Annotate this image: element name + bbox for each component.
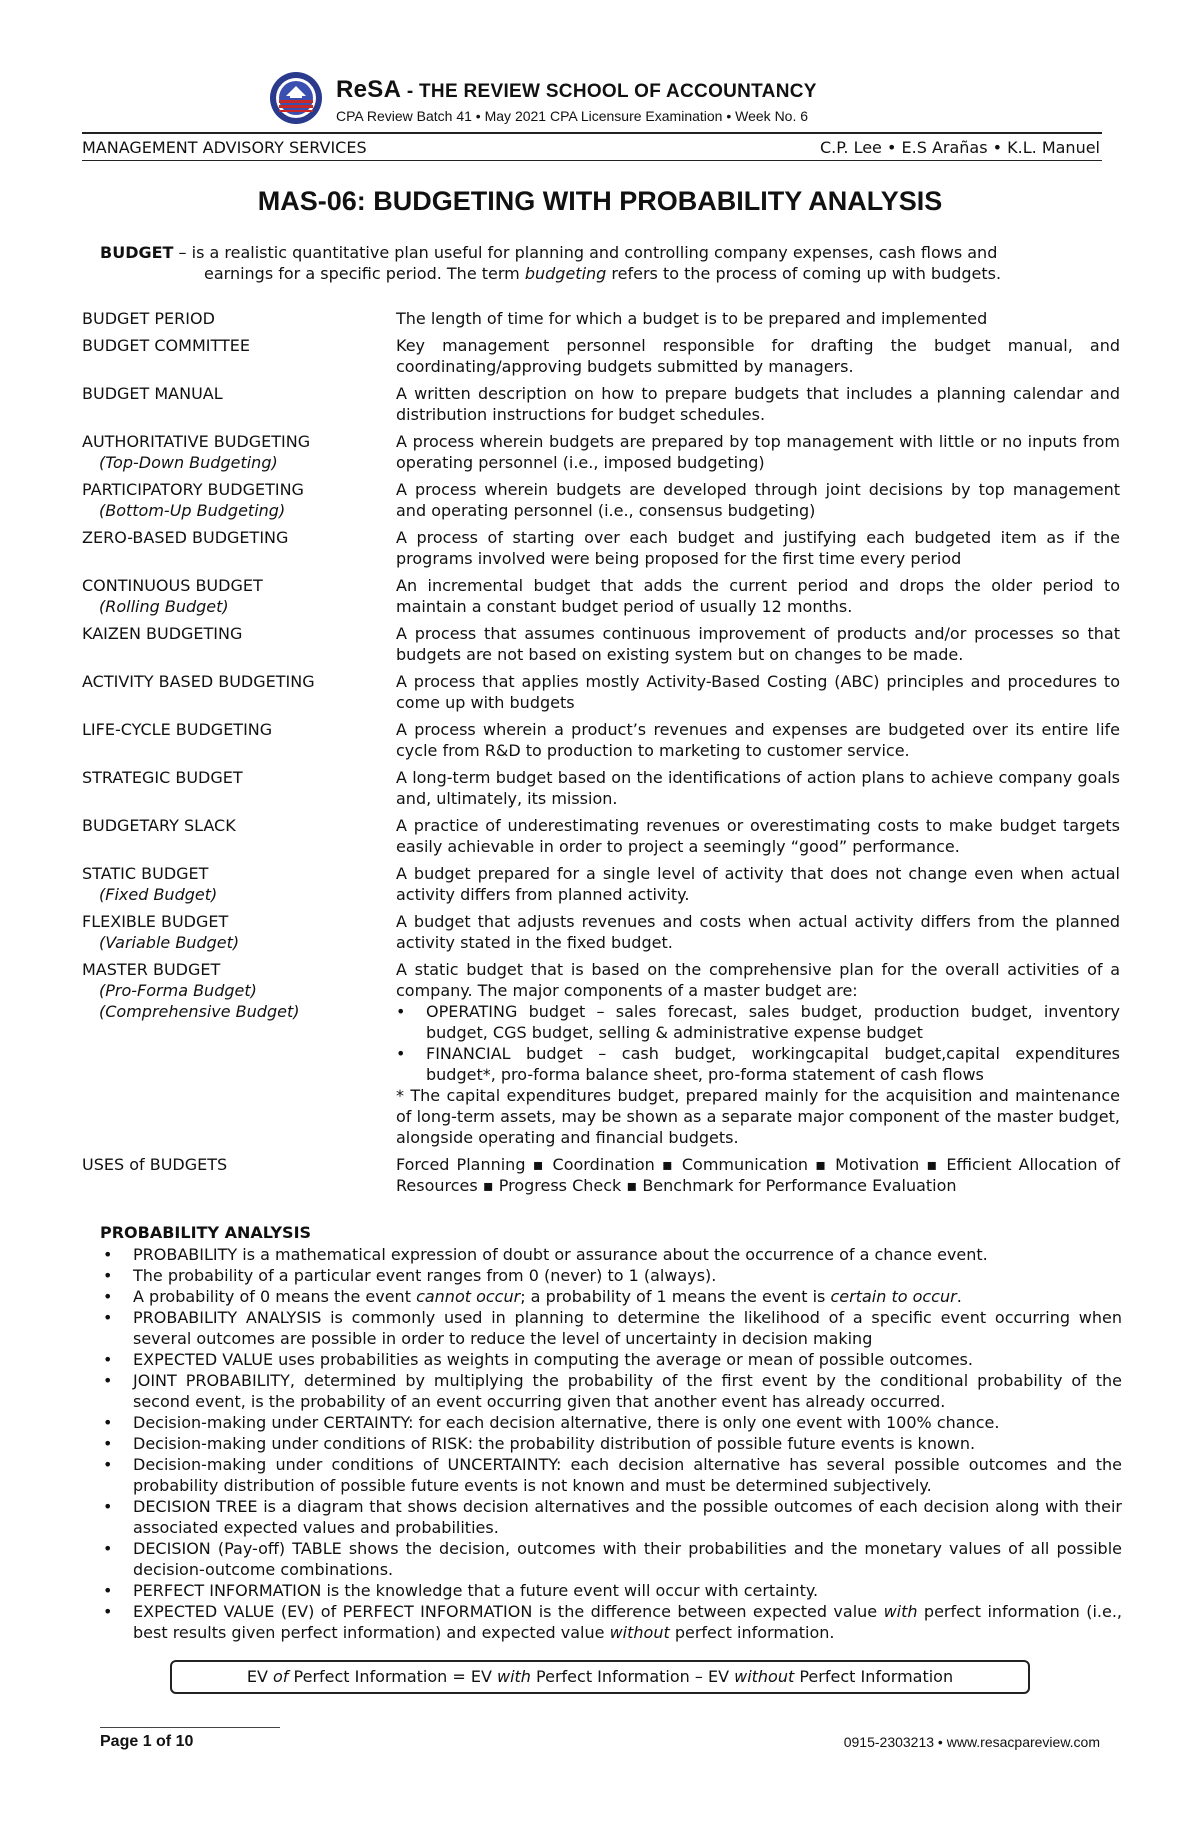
definition-row [82,767,1122,809]
document-title: MAS-06: BUDGETING WITH PROBABILITY ANALYSIS [257,186,943,216]
definition-row [82,623,1122,665]
list-item: • PROBABILITY ANALYSIS is commonly used in planning to determine the likelihood of a specific event occurring when several outcomes are possible in order to reduce the level of uncertainty in decision making [100,1307,1122,1349]
definition-row [82,527,1122,569]
definition-description: A long-term budget based on the identifications of action plans to achieve company goals and, ultimately, its mission. [396,768,1120,808]
list-item: • Decision-making under conditions of UNCERTAINTY: each decision alternative has several possible outcomes and the probability distribution of possible future events is not known and must be determined subjectively. [100,1454,1122,1496]
master-budget-components [396,1001,1120,1085]
definition-description: The length of time for which a budget is to be prepared and implemented [396,309,988,328]
header-divider [82,132,1102,134]
section-heading: PROBABILITY ANALYSIS [100,1223,312,1242]
definition-row [82,431,1122,473]
definition-alt-term: (Fixed Budget) [99,885,218,904]
evpi-formula-box: EV of Perfect Information = EV with Perfect Information – EV without Perfect Information [170,1660,1030,1694]
definition-term: STRATEGIC BUDGET [82,768,243,787]
definition-description: A process wherein a product’s revenues and expenses are budgeted over its entire life cycle from R&D to production to marketing to customer service. [396,720,1120,760]
definition-description: Forced Planning ▪ Coordination ▪ Communication ▪ Motivation ▪ Efficient Allocation of Resources ▪ Progress Check ▪ Benchmark for Performance Evaluation [396,1155,1120,1195]
definition-term: STATIC BUDGET [82,864,209,883]
definition-row [82,815,1122,857]
definition-description: A process that applies mostly Activity-Based Costing (ABC) principles and procedures to come up with budgets [396,672,1120,712]
authors: C.P. Lee • E.S Arañas • K.L. Manuel [819,138,1100,157]
list-item: • EXPECTED VALUE uses probabilities as weights in computing the average or mean of possible outcomes. [100,1349,1122,1370]
definition-row [82,383,1122,425]
list-item: • Decision-making under CERTAINTY: for each decision alternative, there is only one event with 100% chance. [100,1412,1122,1433]
definition-description: A process wherein budgets are developed through joint decisions by top management and operating personnel (i.e., consensus budgeting) [396,480,1120,520]
definition-term: KAIZEN BUDGETING [82,624,243,643]
budget-term: BUDGET [100,243,174,262]
footer-divider [100,1727,280,1728]
header-divider-bottom [82,160,1102,161]
definition-description: A process of starting over each budget and justifying each budgeted item as if the programs involved were being proposed for the first time every period [396,528,1120,568]
definition-term: BUDGET MANUAL [82,384,223,403]
definition-description: A process that assumes continuous improvement of products and/or processes so that budgets are not based on existing system but on changes to be made. [396,624,1120,664]
definition-row [82,671,1122,713]
list-item: • A probability of 0 means the event cannot occur; a probability of 1 means the event is certain to occur. [100,1286,1122,1307]
definition-description: A budget that adjusts revenues and costs when actual activity differs from the planned activity stated in the fixed budget. [396,912,1120,952]
definition-description: A written description on how to prepare budgets that includes a planning calendar and distribution instructions for budget schedules. [396,384,1120,424]
definition-term: BUDGETARY SLACK [82,816,236,835]
list-item: • PROBABILITY is a mathematical expression of doubt or assurance about the occurrence of a chance event. [100,1244,1122,1265]
definition-alt-term: (Bottom-Up Budgeting) [99,501,286,520]
capex-note: * The capital expenditures budget, prepared mainly for the acquisition and maintenance of long-term assets, may be shown as a separate major component of the master budget, alongside operating and financial budgets. [396,1086,1120,1147]
definition-term: BUDGET COMMITTEE [82,336,250,355]
definition-description: Key management personnel responsible for drafting the budget manual, and coordinating/approving budgets submitted by managers. [396,336,1120,376]
contact-info: 0915-2303213 • www.resacpareview.com [843,1734,1100,1750]
review-batch-info: CPA Review Batch 41 • May 2021 CPA Licensure Examination • Week No. 6 [336,108,809,124]
list-item: • DECISION (Pay-off) TABLE shows the decision, outcomes with their probabilities and the monetary values of all possible decision-outcome combinations. [100,1538,1122,1580]
definition-alt-term: (Pro-Forma Budget) [99,981,257,1000]
definition-term: BUDGET PERIOD [82,309,215,328]
list-item: • PERFECT INFORMATION is the knowledge that a future event will occur with certainty. [100,1580,1122,1601]
resa-seal-logo [266,70,326,126]
list-item: • The probability of a particular event ranges from 0 (never) to 1 (always). [100,1265,1122,1286]
list-item: • DECISION TREE is a diagram that shows decision alternatives and the possible outcomes of each decision along with their associated expected values and probabilities. [100,1496,1122,1538]
definition-row [82,863,1122,905]
definition-term: ZERO-BASED BUDGETING [82,528,289,547]
definition-description: An incremental budget that adds the current period and drops the older period to maintain a constant budget period of usually 12 months. [396,576,1120,616]
definition-row [82,719,1122,761]
definition-term: CONTINUOUS BUDGET [82,576,263,595]
definition-row [82,911,1122,953]
definition-description: A static budget that is based on the comprehensive plan for the overall activities of a company. The major components of a master budget are: [396,960,1120,1000]
definition-row [82,575,1122,617]
list-item: • OPERATING budget – sales forecast, sales budget, production budget, inventory budget, CGS budget, selling & administrative expense budget [426,1001,1120,1043]
definition-row-master-budget [82,959,1122,1148]
definition-term: FLEXIBLE BUDGET [82,912,229,931]
definition-alt-term: (Top-Down Budgeting) [99,453,278,472]
probability-analysis-section [100,1222,1122,1643]
definition-row [82,335,1122,377]
definition-alt-term: (Variable Budget) [99,933,240,952]
definition-row-uses-of-budgets [82,1154,1122,1196]
definition-alt-term: (Rolling Budget) [99,597,229,616]
list-item: • Decision-making under conditions of RISK: the probability distribution of possible future events is known. [100,1433,1122,1454]
definitions-list [82,308,1122,1202]
list-item: • FINANCIAL budget – cash budget, workingcapital budget,capital expenditures budget*, pro-forma balance sheet, pro-forma statement of cash flows [426,1043,1120,1085]
definition-description: A practice of underestimating revenues or overestimating costs to make budget targets easily achievable in order to project a seemingly “good” performance. [396,816,1120,856]
school-name: ReSA - THE REVIEW SCHOOL OF ACCOUNTANCY [336,76,817,103]
definition-term: AUTHORITATIVE BUDGETING [82,432,311,451]
definition-term: USES of BUDGETS [82,1155,228,1174]
definition-term: PARTICIPATORY BUDGETING [82,480,304,499]
definition-description: A process wherein budgets are prepared by top management with little or no inputs from operating personnel (i.e., imposed budgeting) [396,432,1120,472]
definition-term: LIFE-CYCLE BUDGETING [82,720,273,739]
page-number: Page 1 of 10 [100,1733,194,1750]
list-item: • JOINT PROBABILITY, determined by multiplying the probability of the first event by the conditional probability of the second event, is the probability of an event occurring given that another event has already occurred. [100,1370,1122,1412]
definition-row [82,308,1122,329]
probability-bullets [100,1244,1122,1643]
definition-term: ACTIVITY BASED BUDGETING [82,672,315,691]
subject-name: MANAGEMENT ADVISORY SERVICES [82,138,367,157]
definition-term: MASTER BUDGET [82,960,221,979]
definition-row [82,479,1122,521]
list-item: • EXPECTED VALUE (EV) of PERFECT INFORMATION is the difference between expected value with perfect information (i.e., best results given perfect information) and expected value without perfect information. [100,1601,1122,1643]
budget-definition: BUDGET – is a realistic quantitative plan useful for planning and controlling company expenses, cash flows and earnings for a specific period. The term budgeting refers to the process of coming up with budgets. [100,243,1002,283]
definition-description: A budget prepared for a single level of activity that does not change even when actual activity differs from planned activity. [396,864,1120,904]
definition-alt-term: (Comprehensive Budget) [99,1002,300,1021]
